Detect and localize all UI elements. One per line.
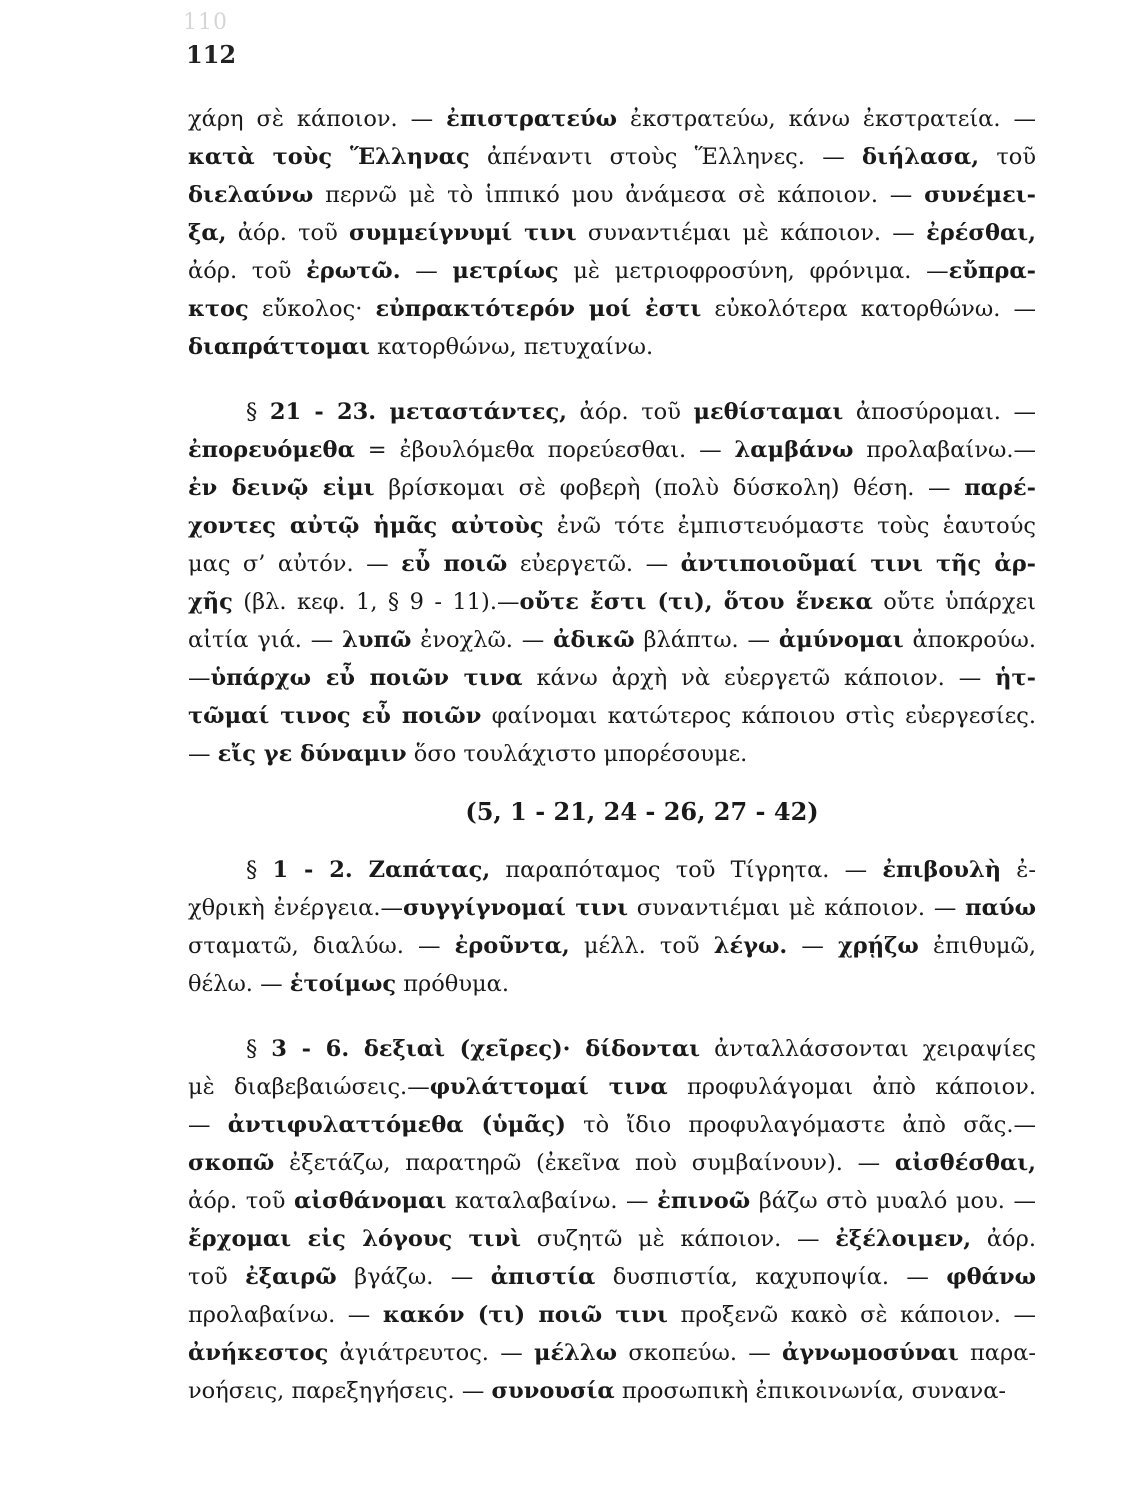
text-line: § 3 - 6. δεξιαὶ (χεῖρες)· δίδονται ἀνταλλάσσονται χειραψίες xyxy=(246,1036,1036,1062)
bold-term: χῆς xyxy=(188,589,233,615)
bold-term: ἀδικῶ xyxy=(553,627,635,653)
bold-term: ἀμύνομαι xyxy=(778,627,904,653)
text-line: τοῦ ἐξαιρῶ βγάζω. — ἀπιστία δυσπιστία, καχυποψία. — φθάνω xyxy=(188,1264,1036,1290)
bold-term: ἐπιβουλὴ xyxy=(882,857,1002,883)
text-line: χῆς (βλ. κεφ. 1, § 9 - 11).—οὔτε ἔστι (τι), ὅτου ἕνεκα οὔτε ὑπάρχει xyxy=(188,589,1036,615)
bold-term: ἐροῦντα, xyxy=(454,933,570,959)
show-through-page-number: 110 xyxy=(183,10,228,35)
text-line: θέλω. — ἑτοίμως πρόθυμα. xyxy=(188,971,510,997)
text-line: μας σ’ αὐτόν. — εὖ ποιῶ εὐεργετῶ. — ἀντιποιοῦμαί τινι τῆς ἀρ- xyxy=(188,551,1037,577)
text-line: —ὑπάρχω εὖ ποιῶν τινα κάνω ἀρχὴ νὰ εὐεργετῶ κάποιον. — ἡτ- xyxy=(188,665,1036,691)
text-line: χάρη σὲ κάποιον. — ἐπιστρατεύω ἐκστρατεύω, κάνω ἐκστρατεία. — xyxy=(188,106,1036,132)
bold-term: παύω xyxy=(965,895,1036,921)
bold-term: ἐπορευόμεθα xyxy=(188,437,355,463)
text-line: χοντες αὐτῷ ἡμᾶς αὐτοὺς ἐνῶ τότε ἐμπιστευόμαστε τοὺς ἑαυτούς xyxy=(188,513,1036,539)
text-line: διαπράττομαι κατορθώνω, πετυχαίνω. xyxy=(188,334,654,360)
paragraph-sections-3-6 xyxy=(188,1030,1036,1410)
bold-term: μετρίως xyxy=(452,258,559,284)
text-line: ἀνήκεστος ἀγιάτρευτος. — μέλλω σκοπεύω. — ἀγνωμοσύναι παρα- xyxy=(188,1340,1036,1366)
bold-term: λυπῶ xyxy=(342,627,412,653)
bold-term: ἐρωτῶ. xyxy=(306,258,401,284)
text-line: νοήσεις, παρεξηγήσεις. — συνουσία προσωπικὴ ἐπικοινωνία, συνανα- xyxy=(188,1378,1006,1404)
text-line: § 21 - 23. μεταστάντες, ἀόρ. τοῦ μεθίσταμαι ἀποσύρομαι. — xyxy=(246,399,1037,425)
bold-term: ἐπινοῶ xyxy=(657,1188,751,1214)
bold-term: ἔρχομαι εἰς λόγους τινὶ xyxy=(188,1226,522,1252)
bold-term: χρῄζω xyxy=(837,933,919,959)
bold-term: 1 - 2. Ζαπάτας, xyxy=(272,857,491,883)
text-line: ἐν δεινῷ εἰμι βρίσκομαι σὲ φοβερὴ (πολὺ δύσκολη) θέση. — παρέ- xyxy=(188,475,1036,501)
text-line: τῶμαί τινος εὖ ποιῶν φαίνομαι κατώτερος κάποιου στὶς εὐεργεσίες. xyxy=(188,703,1036,729)
text-line: χθρικὴ ἐνέργεια.—συγγίγνομαί τινι συναντιέμαι μὲ κάποιον. — παύω xyxy=(188,895,1036,921)
bold-term: εἴς γε δύναμιν xyxy=(217,741,407,767)
bold-term: ὑπάρχω εὖ ποιῶν τινα xyxy=(210,665,523,691)
text-line: κατὰ τοὺς Ἕλληνας ἀπέναντι στοὺς Ἕλληνες. — διήλασα, τοῦ xyxy=(188,144,1036,170)
bold-term: εὔπρα- xyxy=(948,258,1036,284)
bold-term: ἀντιφυλαττόμεθα (ὑμᾶς) xyxy=(227,1112,566,1138)
bold-term: ἑτοίμως xyxy=(289,971,397,997)
bold-term: εὖ ποιῶ xyxy=(401,551,508,577)
bold-term: οὔτε ἔστι (τι), ὅτου ἕνεκα xyxy=(519,589,873,615)
bold-term: μέλλω xyxy=(533,1340,618,1366)
text-line: ἐπορευόμεθα = ἐβουλόμεθα πορεύεσθαι. — λαμβάνω προλαβαίνω.— xyxy=(188,437,1036,463)
bold-term: ἐν δεινῷ εἰμι xyxy=(188,475,375,501)
bold-term: αἰσθέσθαι, xyxy=(894,1150,1036,1176)
paragraph-sections-1-2 xyxy=(188,851,1036,1003)
bold-term: εὐπρακτότερόν μοί ἐστι xyxy=(375,296,702,322)
paragraph-sections-21-23 xyxy=(188,393,1036,773)
bold-term: ξα, xyxy=(188,220,227,246)
bold-term: ἀπιστία xyxy=(490,1264,596,1290)
bold-term: ἀνήκεστος xyxy=(188,1340,329,1366)
bold-term: διελαύνω xyxy=(188,182,314,208)
bold-term: 21 - 23. μεταστάντες, xyxy=(269,399,567,425)
bold-term: κατὰ τοὺς Ἕλληνας xyxy=(188,144,470,170)
bold-term: φθάνω xyxy=(946,1264,1036,1290)
bold-term: ἀντιποιοῦμαί τινι τῆς ἀρ- xyxy=(680,551,1037,577)
text-line: — ἀντιφυλαττόμεθα (ὑμᾶς) τὸ ἴδιο προφυλαγόμαστε ἀπὸ σᾶς.— xyxy=(188,1112,1037,1138)
bold-term: συμμείγνυμί τινι xyxy=(349,220,577,246)
text-line: — εἴς γε δύναμιν ὅσο τουλάχιστο μπορέσουμε. xyxy=(188,741,748,767)
text-line: μὲ διαβεβαιώσεις.—φυλάττομαί τινα προφυλάγομαι ἀπὸ κάποιον. xyxy=(188,1074,1036,1100)
bold-term: παρέ- xyxy=(964,475,1036,501)
paragraph-block-1 xyxy=(188,100,1036,366)
bold-term: ἀγνωμοσύναι xyxy=(782,1340,959,1366)
page-number: 112 xyxy=(186,40,237,69)
bold-term: συνέμει- xyxy=(924,182,1036,208)
bold-term: ἐξαιρῶ xyxy=(245,1264,337,1290)
bold-term: τῶμαί τινος εὖ ποιῶν xyxy=(188,703,482,729)
text-line: αἰτία γιά. — λυπῶ ἐνοχλῶ. — ἀδικῶ βλάπτω. — ἀμύνομαι ἀποκρούω. xyxy=(188,627,1036,653)
chapter-reference-heading: (5, 1 - 21, 24 - 26, 27 - 42) xyxy=(465,797,819,826)
bold-term: ἐρέσθαι, xyxy=(926,220,1037,246)
bold-term: διήλασα, xyxy=(861,144,980,170)
bold-term: κακόν (τι) ποιῶ τινι xyxy=(382,1302,668,1328)
bold-term: χοντες αὐτῷ ἡμᾶς αὐτοὺς xyxy=(188,513,544,539)
text-line: ἀόρ. τοῦ ἐρωτῶ. — μετρίως μὲ μετριοφροσύνη, φρόνιμα. —εὔπρα- xyxy=(188,258,1036,284)
text-line: ξα, ἀόρ. τοῦ συμμείγνυμί τινι συναντιέμαι μὲ κάποιον. — ἐρέσθαι, xyxy=(188,220,1037,246)
text-line: σταματῶ, διαλύω. — ἐροῦντα, μέλλ. τοῦ λέγω. — χρῄζω ἐπιθυμῶ, xyxy=(188,933,1036,959)
bold-term: φυλάττομαί τινα xyxy=(429,1074,668,1100)
bold-term: διαπράττομαι xyxy=(188,334,370,360)
bold-term: ἡτ- xyxy=(995,665,1036,691)
page-body xyxy=(188,100,1036,1410)
bold-term: σκοπῶ xyxy=(188,1150,275,1176)
bold-term: λαμβάνω xyxy=(734,437,854,463)
text-line: § 1 - 2. Ζαπάτας, παραπόταμος τοῦ Τίγρητα. — ἐπιβουλὴ ἐ- xyxy=(246,857,1036,883)
bold-term: κτος xyxy=(188,296,249,322)
bold-term: συγγίγνομαί τινι xyxy=(403,895,628,921)
text-line: διελαύνω περνῶ μὲ τὸ ἱππικό μου ἀνάμεσα σὲ κάποιον. — συνέμει- xyxy=(188,182,1036,208)
bold-term: ἐπιστρατεύω xyxy=(446,106,618,132)
text-line: ἀόρ. τοῦ αἰσθάνομαι καταλαβαίνω. — ἐπινοῶ βάζω στὸ μυαλό μου. — xyxy=(188,1188,1036,1214)
text-line: κτος εὔκολος· εὐπρακτότερόν μοί ἐστι εὐκολότερα κατορθώνω. — xyxy=(188,296,1036,322)
text-line: προλαβαίνω. — κακόν (τι) ποιῶ τινι προξενῶ κακὸ σὲ κάποιον. — xyxy=(188,1302,1036,1328)
bold-term: συνουσία xyxy=(491,1378,615,1404)
bold-term: 3 - 6. δεξιαὶ (χεῖρες)· δίδονται xyxy=(271,1036,701,1062)
text-line: σκοπῶ ἐξετάζω, παρατηρῶ (ἐκεῖνα ποὺ συμβαίνουν). — αἰσθέσθαι, xyxy=(188,1150,1036,1176)
bold-term: αἰσθάνομαι xyxy=(293,1188,447,1214)
bold-term: ἐξέλοιμεν, xyxy=(835,1226,972,1252)
bold-term: μεθίσταμαι xyxy=(693,399,844,425)
bold-term: λέγω. xyxy=(713,933,788,959)
text-line: ἔρχομαι εἰς λόγους τινὶ συζητῶ μὲ κάποιον. — ἐξέλοιμεν, ἀόρ. xyxy=(188,1226,1036,1252)
